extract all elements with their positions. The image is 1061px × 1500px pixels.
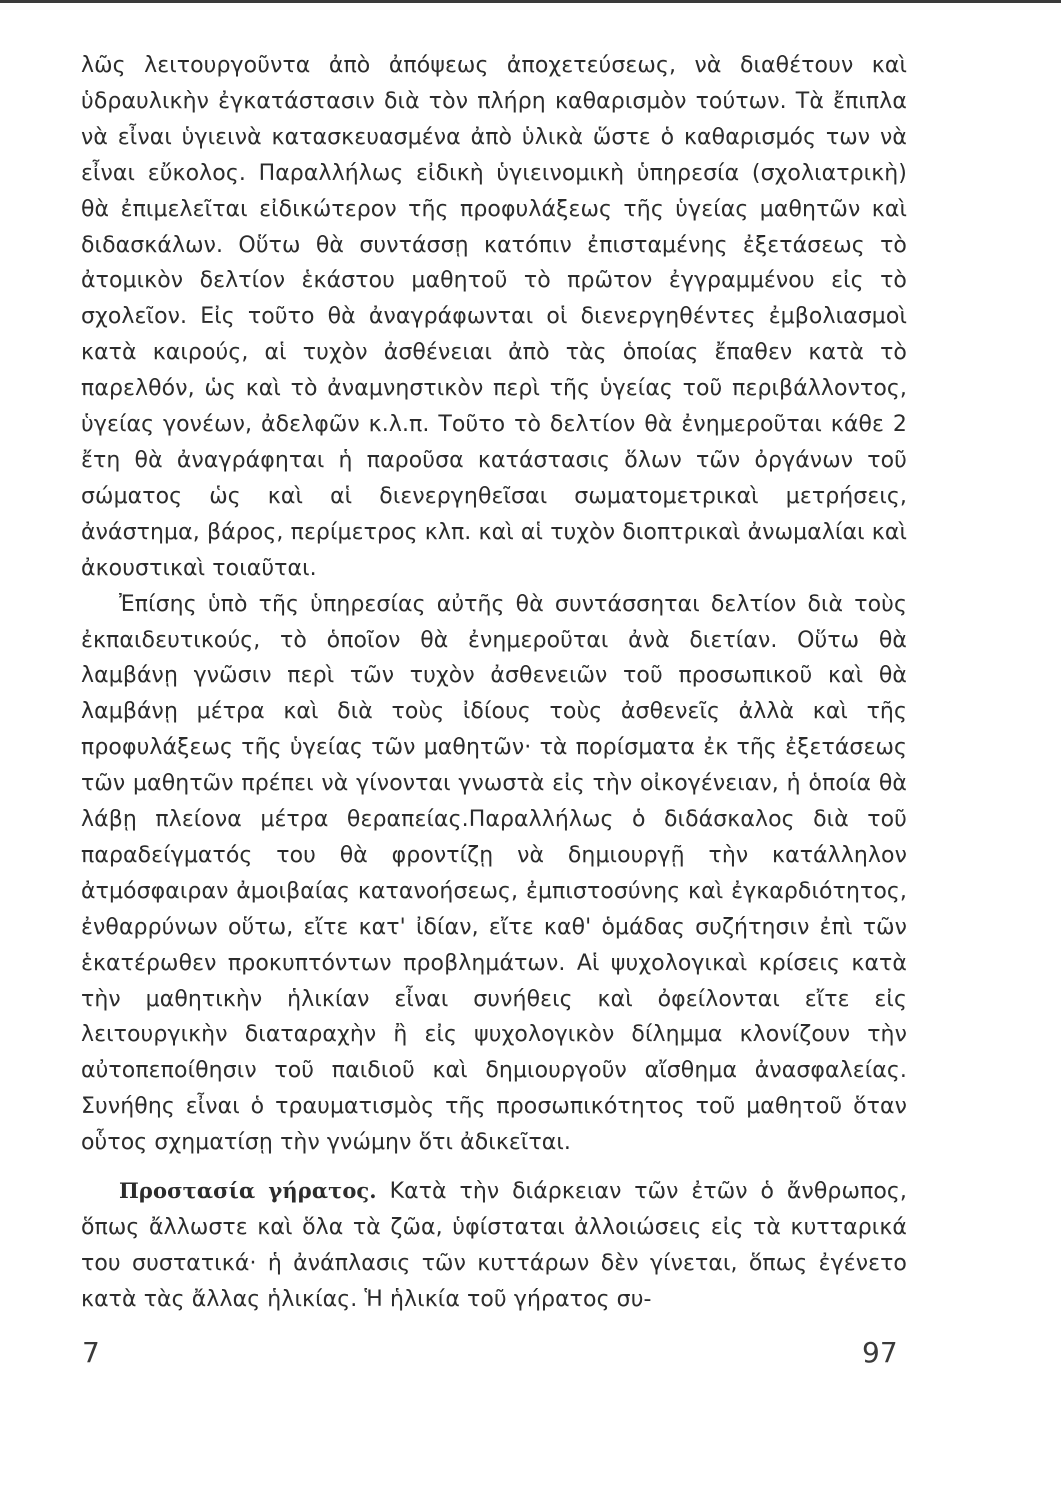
section-paragraph: [81, 1173, 907, 1318]
page-number: 97: [862, 1336, 898, 1369]
page-body: [81, 48, 907, 1318]
paragraph-2: Ἐπίσης ὑπὸ τῆς ὑπηρεσίας αὐτῆς θὰ συντάσσηται δελτίον διὰ τοὺς ἐκπαιδευτικούς, τὸ ὁποῖον θὰ ἐνημεροῦται ἀνὰ διετίαν. Οὕτω θὰ λαμβάνῃ γνῶσιν περὶ τῶν τυχὸν ἀσθενειῶν τοῦ προσωπικοῦ καὶ θὰ λαμβάνῃ μέτρα καὶ διὰ τοὺς ἰδίους τοὺς ἀσθενεῖς ἀλλὰ καὶ τῆς προφυλάξεως τῆς ὑγείας τῶν μαθητῶν· τὰ πορίσματα ἐκ τῆς ἐξετάσεως τῶν μαθητῶν πρέπει νὰ γίνονται γνωστὰ εἰς τὴν οἰκογένειαν, ἡ ὁποία θὰ λάβῃ πλείονα μέτρα θεραπείας.Παραλλήλως ὁ διδάσκαλος διὰ τοῦ παραδείγματός του θὰ φροντίζῃ νὰ δημιουργῇ τὴν κατάλληλον ἀτμόσφαιραν ἀμοιβαίας κατανοήσεως, ἐμπιστοσύνης καὶ ἐγκαρδιότητος, ἐνθαρρύνων οὕτω, εἴτε κατ' ἰδίαν, εἴτε καθ' ὁμάδας συζήτησιν ἐπὶ τῶν ἑκατέρωθεν προκυπτόντων προβλημάτων. Αἱ ψυχολογικαὶ κρίσεις κατὰ τὴν μαθητικὴν ἡλικίαν εἶναι συνήθεις καὶ ὀφείλονται εἴτε εἰς λειτουργικὴν διαταραχὴν ἢ εἰς ψυχολογικὸν δίλημμα κλονίζουν τὴν αὐτοπεποίθησιν τοῦ παιδιοῦ καὶ δημιουργοῦν αἴσθημα ἀνασφαλείας. Συνήθης εἶναι ὁ τραυματισμὸς τῆς προσωπικότητος τοῦ μαθητοῦ ὅταν οὗτος σχηματίσῃ τὴν γνώμην ὅτι ἀδικεῖται.: [81, 591, 907, 1156]
section-text: Κατὰ τὴν διάρκειαν τῶν ἐτῶν ὁ ἄνθρωπος, ὅπως ἄλλωστε καὶ ὅλα τὰ ζῶα, ὑφίσταται ἀλλοιώσεις εἰς τὰ κυτταρικά του συστατικά· ἡ ἀνάπλασις τῶν κυττάρων δὲν γίνεται, ὅπως ἐγένετο κατὰ τὰς ἄλλας ἡλικίας. Ἡ ἡλικία τοῦ γήρατος συ-: [81, 1179, 907, 1312]
footer-signature-mark: 7: [82, 1336, 100, 1369]
top-edge-rule: [0, 0, 1061, 3]
paragraph-1: λῶς λειτουργοῦντα ἀπὸ ἀπόψεως ἀποχετεύσεως, νὰ διαθέτουν καὶ ὑδραυλικὴν ἐγκατάστασιν διὰ τὸν πλήρη καθαρισμὸν τούτων. Τὰ ἔπιπλα νὰ εἶναι ὑγιεινὰ κατασκευασμένα ἀπὸ ὑλικὰ ὥστε ὁ καθαρισμός των νὰ εἶναι εὔκολος. Παραλλήλως εἰδικὴ ὑγιεινομικὴ ὑπηρεσία (σχολιατρικὴ) θὰ ἐπιμελεῖται εἰδικώτερον τῆς προφυλάξεως τῆς ὑγείας μαθητῶν καὶ διδασκάλων. Οὕτω θὰ συντάσσῃ κατόπιν ἐπισταμένης ἐξετάσεως τὸ ἀτομικὸν δελτίον ἑκάστου μαθητοῦ τὸ πρῶτον ἐγγραμμένου εἰς τὸ σχολεῖον. Εἰς τοῦτο θὰ ἀναγράφωνται οἱ διενεργηθέντες ἐμβολιασμοὶ κατὰ καιρούς, αἱ τυχὸν ἀσθένειαι ἀπὸ τὰς ὁποίας ἔπαθεν κατὰ τὸ παρελθόν, ὡς καὶ τὸ ἀναμνηστικὸν περὶ τῆς ὑγείας τοῦ περιβάλλοντος, ὑγείας γονέων, ἀδελφῶν κ.λ.π. Τοῦτο τὸ δελτίον θὰ ἐνημεροῦται κάθε 2 ἔτη θὰ ἀναγράφηται ἡ παροῦσα κατάστασις ὅλων τῶν ὀργάνων τοῦ σώματος ὡς καὶ αἱ διενεργηθεῖσαι σωματομετρικαὶ μετρήσεις, ἀνάστημα, βάρος, περίμετρος κλπ. καὶ αἱ τυχὸν διοπτρικαὶ ἀνωμαλίαι καὶ ἀκουστικαὶ τοιαῦται.: [81, 53, 907, 581]
section-heading: Προστασία γήρατος.: [119, 1178, 377, 1204]
